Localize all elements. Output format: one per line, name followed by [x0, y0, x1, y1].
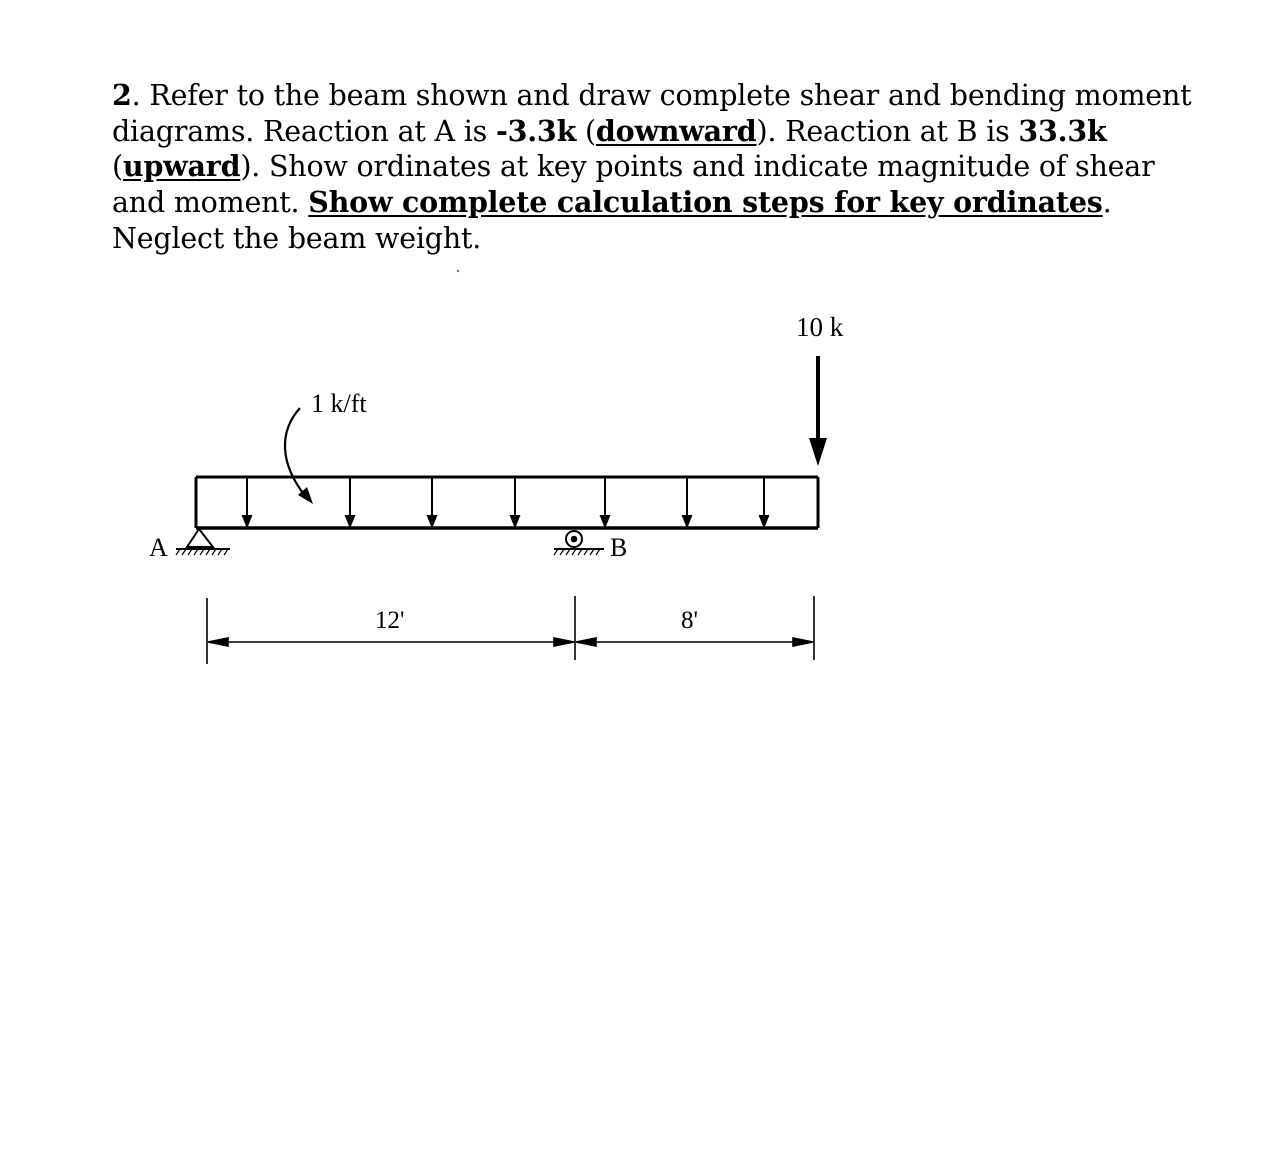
- load-arrow-5: [601, 478, 609, 526]
- emphasis-instruction: Show complete calculation steps for key ordinates: [308, 185, 1103, 220]
- load-arrow-7: [760, 478, 768, 526]
- distributed-load-label: 1 k/ft: [311, 389, 367, 418]
- load-arrow-1: [243, 478, 251, 526]
- dim-arrow-1: [208, 638, 228, 646]
- load-arrow-6: [683, 478, 691, 526]
- problem-text-1: . Refer to the beam shown and draw complete shear and bending moment diagrams. Reaction at A is: [112, 79, 1192, 148]
- span-1-label: 12': [375, 607, 405, 634]
- distributed-load-block: [196, 477, 818, 528]
- point-load-label: 10 k: [796, 312, 844, 342]
- pin-support-a: [176, 529, 230, 555]
- span-2-label: 8': [681, 607, 699, 634]
- dim-arrow-4: [793, 638, 813, 646]
- point-load-arrow: [809, 356, 827, 466]
- dim-arrow-3: [576, 638, 596, 646]
- dimension-lines: [207, 596, 814, 664]
- problem-text-6: . Neglect the beam weight.: [112, 186, 1112, 255]
- load-arrow-4: [511, 478, 519, 526]
- problem-text-3: ). Reaction at B is: [756, 114, 1019, 148]
- load-arrow-3: [428, 478, 436, 526]
- stray-dot: [457, 270, 459, 272]
- problem-text-4: (: [112, 150, 123, 184]
- load-arrow-2: [346, 478, 354, 526]
- reaction-a-direction: downward: [595, 113, 757, 148]
- distributed-load-leader-arrow: [285, 408, 313, 504]
- support-b-label: B: [610, 533, 628, 562]
- distributed-load-arrows: [243, 478, 768, 526]
- dim-arrow-2: [554, 638, 574, 646]
- problem-text-2: (: [576, 114, 596, 148]
- reaction-b-direction: upward: [122, 149, 241, 184]
- roller-support-b: [554, 531, 604, 555]
- reaction-b-value: 33.3k: [1018, 113, 1107, 148]
- support-a-label: A: [149, 533, 168, 562]
- problem-text-5: ). Show ordinates at key points and indicate magnitude of shear and moment.: [112, 150, 1155, 220]
- reaction-a-value: -3.3k: [495, 113, 577, 148]
- problem-number: 2: [112, 78, 132, 112]
